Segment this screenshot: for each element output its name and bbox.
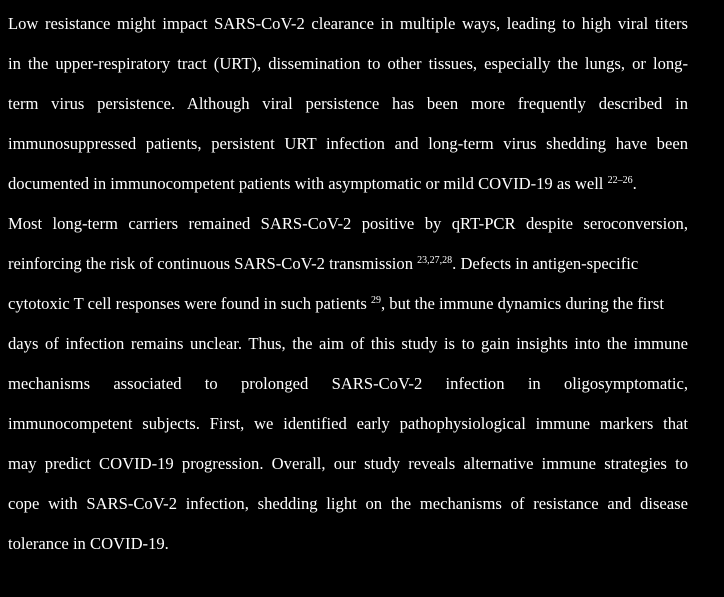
paragraph-line — [8, 414, 688, 434]
paragraph-line — [8, 134, 688, 154]
citation-superscript: 23,27,28 — [417, 255, 453, 266]
line-text: in the upper-respiratory tract (URT), dissemination to other tissues, especially the lungs, or long- — [8, 54, 688, 73]
line-text: Low resistance might impact SARS-CoV-2 clearance in multiple ways, leading to high viral titers — [8, 14, 688, 33]
citation-superscript: 22–26 — [607, 175, 633, 186]
paragraph-line — [8, 54, 688, 74]
paragraph-line — [8, 254, 688, 274]
line-text: tolerance in COVID-19. — [8, 534, 169, 553]
line-text: mechanisms associated to prolonged SARS-CoV-2 infection in oligosymptomatic, — [8, 374, 688, 393]
line-text: days of infection remains unclear. Thus, the aim of this study is to gain insights into the immune — [8, 334, 688, 353]
line-text: reinforcing the risk of continuous SARS-CoV-2 transmission — [8, 254, 418, 273]
line-text-after: , but the immune dynamics during the first — [380, 294, 664, 313]
paragraph-line — [8, 94, 688, 114]
line-text-after: . — [632, 174, 637, 193]
paragraph-line — [8, 534, 688, 554]
line-text: may predict COVID-19 progression. Overall, our study reveals alternative immune strategies to — [8, 454, 688, 473]
paragraph-line — [8, 494, 688, 514]
line-text: cytotoxic T cell responses were found in such patients — [8, 294, 371, 313]
line-text: term virus persistence. Although viral persistence has been more frequently described in — [8, 94, 688, 113]
line-text: immunocompetent subjects. First, we identified early pathophysiological immune markers that — [8, 414, 688, 433]
paragraph-line — [8, 334, 688, 354]
line-text: immunosuppressed patients, persistent URT infection and long-term virus shedding have been — [8, 134, 688, 153]
line-text: documented in immunocompetent patients with asymptomatic or mild COVID-19 as well — [8, 174, 608, 193]
line-text-after: . Defects in antigen-specific — [452, 254, 639, 273]
paragraph-line — [8, 14, 688, 34]
citation-superscript: 29 — [370, 295, 381, 306]
paragraph-line — [8, 214, 688, 234]
line-text: cope with SARS-CoV-2 infection, shedding light on the mechanisms of resistance and disease — [8, 494, 688, 513]
paragraph-line — [8, 174, 688, 194]
paragraph-line — [8, 374, 688, 394]
line-text: Most long-term carriers remained SARS-CoV-2 positive by qRT-PCR despite seroconversion, — [8, 214, 688, 233]
paragraph-line — [8, 454, 688, 474]
paragraph-line — [8, 294, 688, 314]
